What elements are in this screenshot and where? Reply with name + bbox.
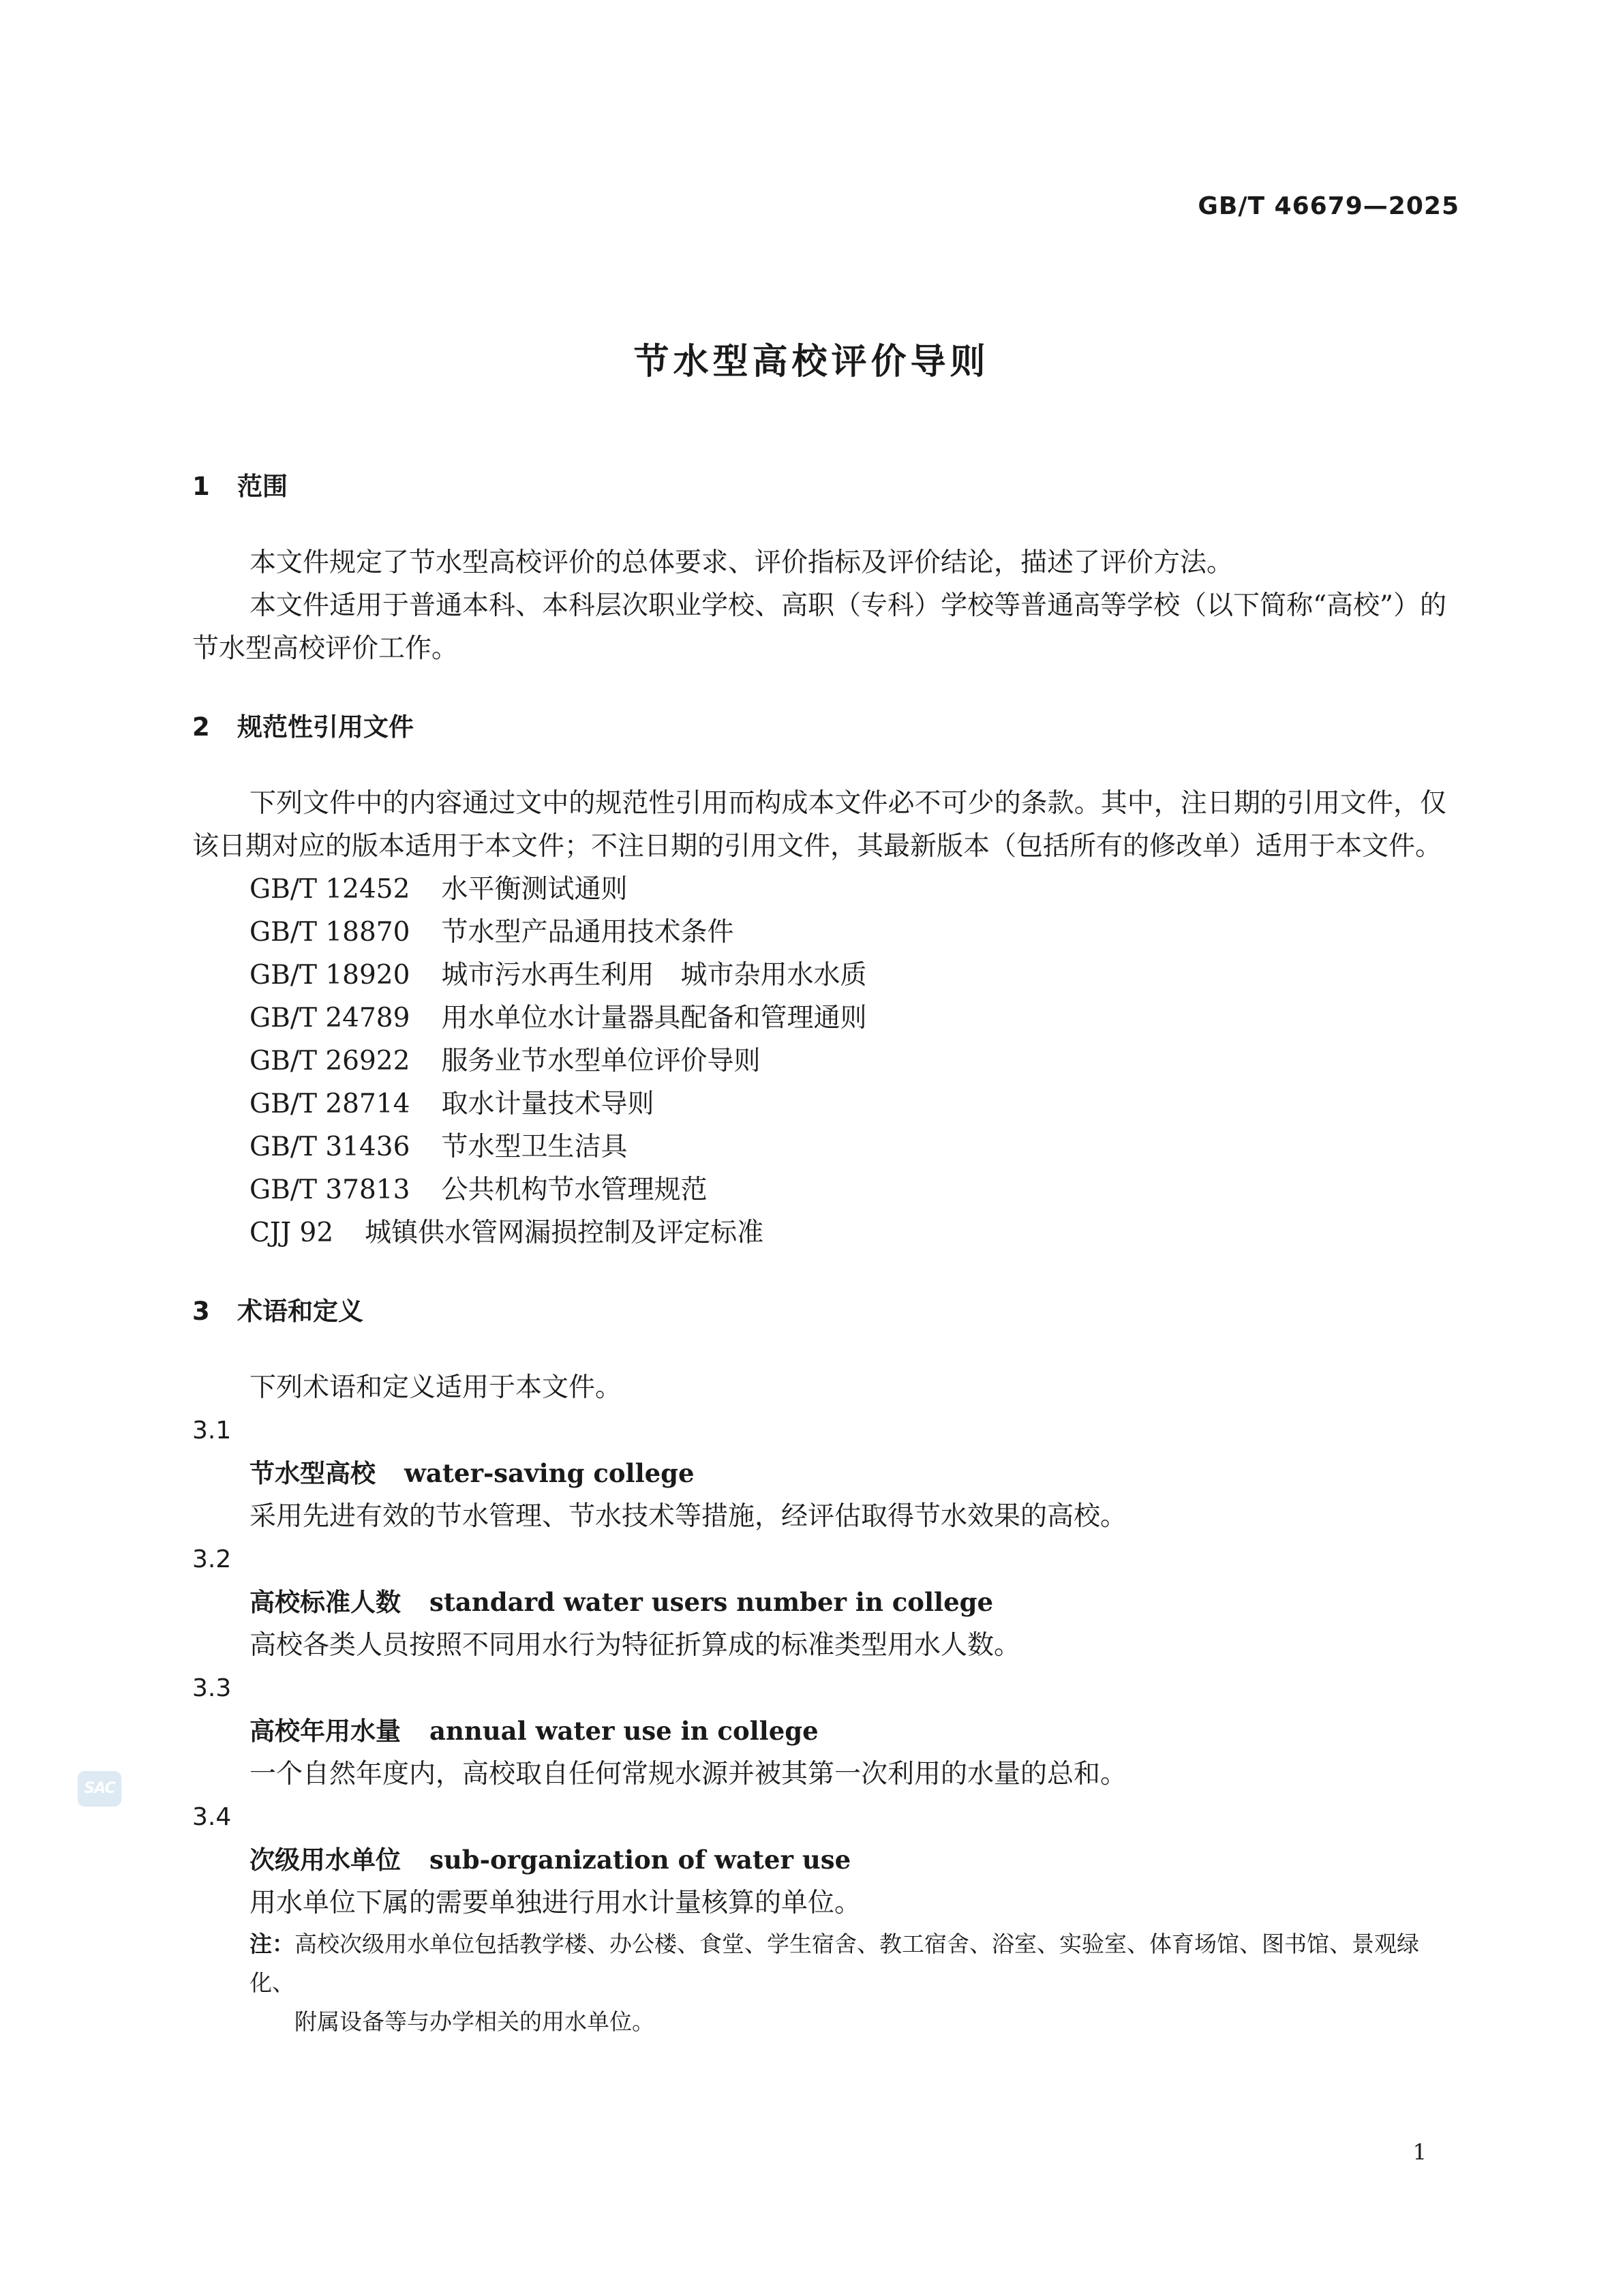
reference-item: [249, 1211, 1446, 1254]
reference-code: CJJ 92: [249, 1218, 334, 1248]
term-definition: 采用先进有效的节水管理、节水技术等措施，经评估取得节水效果的高校。: [249, 1501, 1127, 1532]
reference-item: [249, 997, 1446, 1040]
term-english: sub-organization of water use: [429, 1845, 851, 1875]
term-definition: 用水单位下属的需要单独进行用水计量核算的单位。: [249, 1888, 862, 1918]
term-number: 3.1: [192, 1417, 232, 1445]
note-text-line-2: 附属设备等与办学相关的用水单位。: [294, 2008, 654, 2035]
section-title: 规范性引用文件: [237, 712, 414, 742]
reference-item: [249, 1083, 1446, 1126]
term-chinese: 次级用水单位: [249, 1845, 401, 1875]
reference-code: GB/T 24789: [249, 1003, 410, 1033]
document-body: [192, 465, 1446, 2041]
term-number: 3.3: [192, 1674, 232, 1702]
note-text-line-1: 高校次级用水单位包括教学楼、办公楼、食堂、学生宿舍、教工宿舍、浴室、实验室、体育场馆、图书馆、景观绿化、: [249, 1931, 1419, 1996]
section-2-heading: [192, 706, 1446, 749]
section-number: 3: [192, 1297, 210, 1326]
term-heading: [249, 1710, 1446, 1753]
section-number: 2: [192, 712, 210, 742]
reference-item: [249, 1040, 1446, 1083]
terms-intro: 下列术语和定义适用于本文件。: [249, 1372, 622, 1403]
reference-name: 水平衡测试通则: [441, 874, 628, 905]
sac-watermark-logo: SAC: [78, 1771, 121, 1807]
reference-code: GB/T 18920: [249, 960, 410, 991]
section-1-heading: [192, 465, 1446, 509]
section-title: 范围: [237, 472, 288, 501]
section-number: 1: [192, 472, 210, 501]
term-english: annual water use in college: [429, 1716, 819, 1746]
term-heading: [249, 1839, 1446, 1882]
term-number: 3.4: [192, 1803, 232, 1831]
reference-name: 节水型卫生洁具: [441, 1132, 628, 1162]
note-label: 注：: [249, 1931, 294, 1957]
scope-paragraph-1: 本文件规定了节水型高校评价的总体要求、评价指标及评价结论，描述了评价方法。: [249, 547, 1234, 578]
term-chinese: 高校标准人数: [249, 1588, 401, 1617]
section-3-heading: [192, 1290, 1446, 1333]
reference-item: [249, 911, 1446, 954]
reference-name: 节水型产品通用技术条件: [441, 917, 734, 948]
term-chinese: 节水型高校: [249, 1459, 376, 1488]
reference-code: GB/T 31436: [249, 1132, 410, 1162]
term-definition: 一个自然年度内，高校取自任何常规水源并被其第一次利用的水量的总和。: [249, 1759, 1127, 1789]
reference-item: [249, 868, 1446, 911]
normative-references-intro: 下列文件中的内容通过文中的规范性引用而构成本文件必不可少的条款。其中，注日期的引用文件，仅该日期对应的版本适用于本文件；不注日期的引用文件，其最新版本（包括所有的修改单）适用于本文件。: [192, 788, 1446, 862]
document-title: 节水型高校评价导则: [633, 342, 990, 382]
reference-code: GB/T 18870: [249, 917, 410, 948]
reference-name: 城市污水再生利用 城市杂用水水质: [441, 960, 867, 991]
term-note: [249, 1924, 1446, 2041]
term-chinese: 高校年用水量: [249, 1717, 401, 1746]
term-heading: [249, 1452, 1446, 1495]
term-heading: [249, 1581, 1446, 1624]
reference-name: 城镇供水管网漏损控制及评定标准: [365, 1218, 764, 1248]
reference-name: 服务业节水型单位评价导则: [441, 1046, 761, 1076]
reference-code: GB/T 37813: [249, 1175, 410, 1205]
standard-number: GB/T 46679—2025: [1198, 192, 1459, 220]
reference-code: GB/T 28714: [249, 1089, 410, 1119]
scope-paragraph-2: 本文件适用于普通本科、本科层次职业学校、高职（专科）学校等普通高等学校（以下简称“高校”）的节水型高校评价工作。: [192, 590, 1446, 664]
section-title: 术语和定义: [237, 1297, 363, 1326]
reference-code: GB/T 26922: [249, 1046, 410, 1076]
term-english: standard water users number in college: [429, 1587, 994, 1617]
reference-item: [249, 954, 1446, 997]
reference-item: [249, 1168, 1446, 1211]
reference-item: [249, 1126, 1446, 1168]
reference-name: 取水计量技术导则: [441, 1089, 654, 1119]
term-definition: 高校各类人员按照不同用水行为特征折算成的标准类型用水人数。: [249, 1630, 1021, 1661]
reference-list: [249, 868, 1446, 1254]
reference-name: 用水单位水计量器具配备和管理通则: [441, 1003, 867, 1033]
reference-name: 公共机构节水管理规范: [441, 1175, 708, 1205]
reference-code: GB/T 12452: [249, 874, 410, 905]
term-english: water-saving college: [404, 1458, 695, 1488]
term-number: 3.2: [192, 1545, 232, 1573]
page-number: 1: [1412, 2139, 1427, 2165]
